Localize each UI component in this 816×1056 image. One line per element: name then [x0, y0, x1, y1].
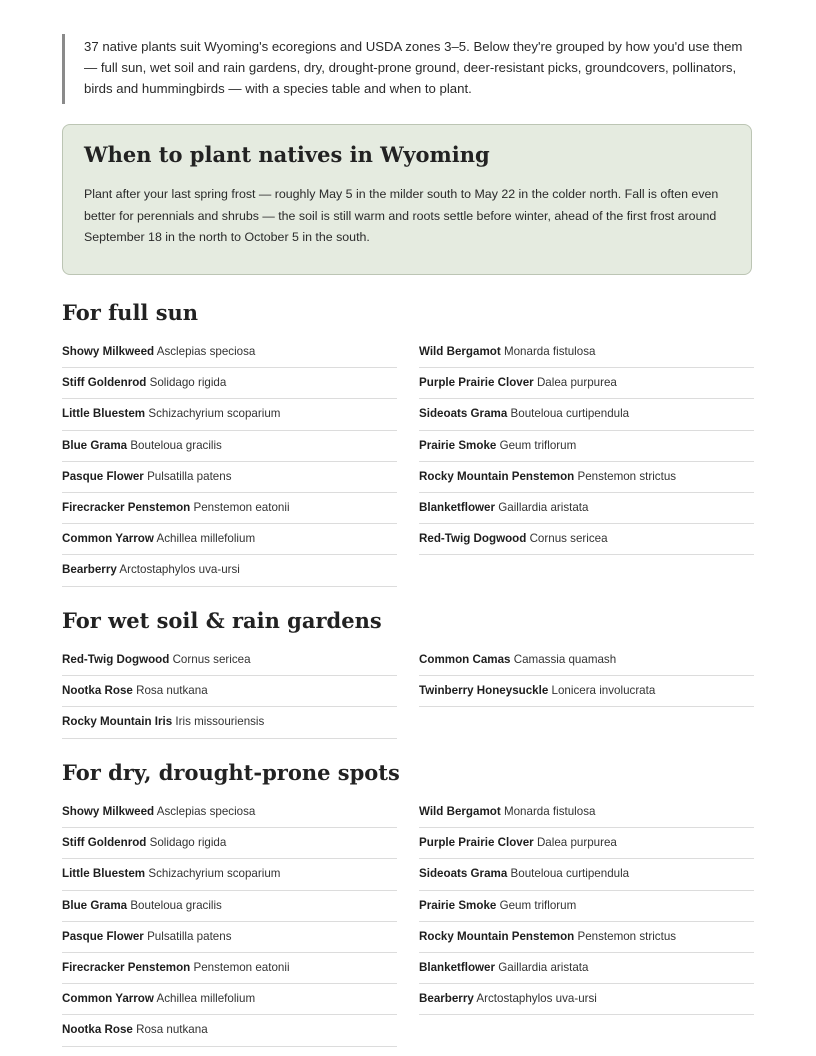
- plant-common-name: Common Yarrow: [62, 992, 154, 1006]
- plant-common-name: Firecracker Penstemon: [62, 500, 191, 514]
- plant-common-name: Blue Grama: [62, 438, 128, 452]
- plant-common-name: Blue Grama: [62, 898, 128, 912]
- plant-list-item: [419, 676, 754, 707]
- plant-common-name: Nootka Rose: [62, 684, 133, 698]
- plant-scientific-name: Dalea purpurea: [536, 376, 617, 390]
- plant-scientific-name: Solidago rigida: [149, 376, 227, 390]
- plant-common-name: Prairie Smoke: [419, 438, 497, 452]
- plant-scientific-name: Achillea millefolium: [156, 532, 256, 546]
- plant-common-name: Bearberry: [62, 563, 117, 577]
- plant-list-item: [419, 524, 754, 555]
- plant-list-item: [62, 462, 397, 493]
- plant-scientific-name: Penstemon strictus: [577, 469, 677, 483]
- plant-list-item: [419, 462, 754, 493]
- section-title-dry: For dry, drought-prone spots: [62, 760, 400, 785]
- plant-scientific-name: Bouteloua curtipendula: [510, 867, 630, 881]
- plant-common-name: Bearberry: [419, 992, 474, 1006]
- plant-scientific-name: Geum triflorum: [499, 898, 577, 912]
- when-to-plant-card: [62, 124, 752, 275]
- plant-list-item: [419, 984, 754, 1015]
- plant-common-name: Common Camas: [419, 653, 511, 666]
- plant-list-item: [419, 828, 754, 859]
- plant-list-item: [62, 891, 397, 922]
- plant-list-item: [62, 1015, 397, 1046]
- plant-list-item: [419, 797, 754, 828]
- plant-list-item: [62, 797, 397, 828]
- plant-list-item: [419, 399, 754, 430]
- plant-scientific-name: Arctostaphylos uva-ursi: [119, 563, 240, 577]
- plant-scientific-name: Cornus sericea: [172, 653, 251, 666]
- plant-list-item: [419, 368, 754, 399]
- plant-common-name: Pasque Flower: [62, 929, 144, 943]
- plant-common-name: Stiff Goldenrod: [62, 836, 147, 850]
- plant-common-name: Rocky Mountain Penstemon: [419, 469, 575, 483]
- plant-scientific-name: Arctostaphylos uva-ursi: [476, 992, 597, 1006]
- plant-list-item: [62, 337, 397, 368]
- plant-common-name: Blanketflower: [419, 960, 496, 974]
- plant-scientific-name: Bouteloua curtipendula: [510, 407, 630, 421]
- plant-list-item: [62, 399, 397, 430]
- plant-list-item: [62, 493, 397, 524]
- plant-scientific-name: Penstemon eatonii: [193, 960, 290, 974]
- plant-scientific-name: Monarda fistulosa: [503, 345, 596, 358]
- plant-common-name: Blanketflower: [419, 500, 496, 514]
- plant-common-name: Stiff Goldenrod: [62, 376, 147, 390]
- plant-scientific-name: Penstemon eatonii: [193, 500, 290, 514]
- plant-scientific-name: Solidago rigida: [149, 836, 227, 850]
- intro-blockquote: [62, 34, 754, 104]
- plant-list-item: [419, 493, 754, 524]
- plant-list-item: [62, 431, 397, 462]
- plant-list-item: [62, 676, 397, 707]
- plant-common-name: Purple Prairie Clover: [419, 376, 534, 390]
- plant-list-item: [419, 645, 754, 676]
- plant-common-name: Twinberry Honeysuckle: [419, 684, 549, 698]
- plant-list-item: [62, 524, 397, 555]
- plant-common-name: Wild Bergamot: [419, 345, 501, 358]
- plant-common-name: Red-Twig Dogwood: [62, 653, 170, 666]
- plant-list-item: [62, 984, 397, 1015]
- plant-scientific-name: Pulsatilla patens: [147, 469, 232, 483]
- plant-list-item: [419, 431, 754, 462]
- plant-scientific-name: Gaillardia aristata: [498, 960, 589, 974]
- plant-common-name: Rocky Mountain Iris: [62, 715, 173, 729]
- plant-list-item: [419, 891, 754, 922]
- plant-list-item: [62, 828, 397, 859]
- plant-list-item: [419, 337, 754, 368]
- section-title-wet-soil: For wet soil & rain gardens: [62, 608, 382, 633]
- plant-scientific-name: Pulsatilla patens: [147, 929, 232, 943]
- plant-common-name: Sideoats Grama: [419, 407, 508, 421]
- plant-scientific-name: Cornus sericea: [529, 532, 608, 546]
- plant-scientific-name: Rosa nutkana: [136, 1023, 208, 1037]
- intro-text: 37 native plants suit Wyoming's ecoregions and USDA zones 3–5. Below they're grouped by how you'd use them — full sun, wet soil and rain gardens, dry, drought-prone ground, deer-resistant picks, groundcovers, pollinators, birds and hummingbirds — with a species table and when to plant.: [84, 39, 743, 96]
- plant-list-item: [419, 922, 754, 953]
- plant-common-name: Red-Twig Dogwood: [419, 532, 527, 546]
- plant-scientific-name: Asclepias speciosa: [156, 805, 256, 818]
- when-to-plant-title: When to plant natives in Wyoming: [84, 142, 490, 167]
- plant-scientific-name: Bouteloua gracilis: [130, 898, 222, 912]
- plant-common-name: Little Bluestem: [62, 407, 146, 421]
- plant-scientific-name: Rosa nutkana: [136, 684, 208, 698]
- plant-common-name: Showy Milkweed: [62, 805, 155, 818]
- plant-scientific-name: Schizachyrium scoparium: [148, 867, 281, 881]
- plant-grid-wet-soil: [62, 645, 754, 739]
- plant-list-item: [62, 368, 397, 399]
- plant-common-name: Common Yarrow: [62, 532, 154, 546]
- plant-list-item: [62, 953, 397, 984]
- plant-list-item: [62, 555, 397, 586]
- plant-scientific-name: Achillea millefolium: [156, 992, 256, 1006]
- plant-scientific-name: Schizachyrium scoparium: [148, 407, 281, 421]
- plant-scientific-name: Geum triflorum: [499, 438, 577, 452]
- section-title-full-sun: For full sun: [62, 300, 199, 325]
- plant-list-item: [62, 707, 397, 738]
- plant-scientific-name: Penstemon strictus: [577, 929, 677, 943]
- when-to-plant-body: Plant after your last spring frost — roughly May 5 in the milder south to May 22 in the colder north. Fall is often even better for perennials and shrubs — the soil is still warm and roots settle before winter, ahead of the first frost around September 18 in the north to October 5 in the south.: [84, 187, 719, 244]
- plant-common-name: Rocky Mountain Penstemon: [419, 929, 575, 943]
- plant-grid-dry: [62, 797, 754, 1047]
- plant-scientific-name: Monarda fistulosa: [503, 805, 596, 818]
- plant-common-name: Pasque Flower: [62, 469, 144, 483]
- plant-scientific-name: Iris missouriensis: [175, 715, 265, 729]
- plant-scientific-name: Bouteloua gracilis: [130, 438, 222, 452]
- plant-common-name: Firecracker Penstemon: [62, 960, 191, 974]
- plant-common-name: Wild Bergamot: [419, 805, 501, 818]
- plant-scientific-name: Dalea purpurea: [536, 836, 617, 850]
- plant-scientific-name: Asclepias speciosa: [156, 345, 256, 358]
- plant-common-name: Nootka Rose: [62, 1023, 133, 1037]
- plant-scientific-name: Gaillardia aristata: [498, 500, 589, 514]
- plant-common-name: Prairie Smoke: [419, 898, 497, 912]
- plant-list-item: [62, 859, 397, 890]
- plant-list-item: [419, 953, 754, 984]
- plant-scientific-name: Camassia quamash: [513, 653, 617, 666]
- plant-scientific-name: Lonicera involucrata: [551, 684, 656, 698]
- plant-list-item: [419, 859, 754, 890]
- plant-grid-full-sun: [62, 337, 754, 587]
- plant-list-item: [62, 922, 397, 953]
- plant-common-name: Sideoats Grama: [419, 867, 508, 881]
- plant-common-name: Purple Prairie Clover: [419, 836, 534, 850]
- plant-list-item: [62, 645, 397, 676]
- plant-common-name: Showy Milkweed: [62, 345, 155, 358]
- plant-common-name: Little Bluestem: [62, 867, 146, 881]
